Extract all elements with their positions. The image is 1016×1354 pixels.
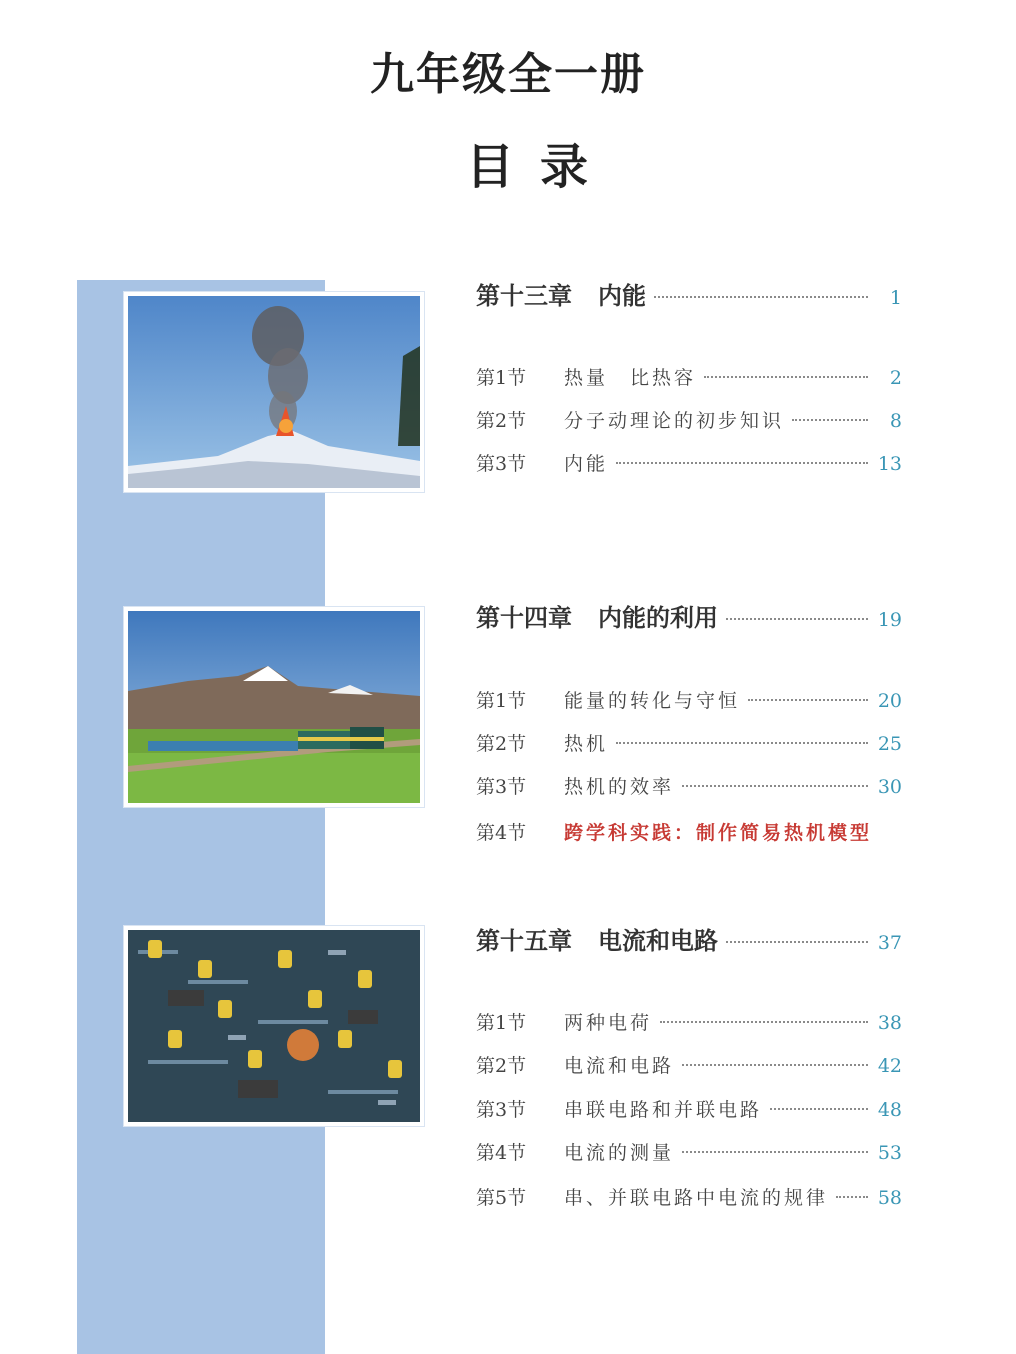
section-15-2[interactable] [476,1051,902,1081]
page-number: 2 [889,367,902,389]
dotted-leader [616,742,868,744]
train-mountain-photo [124,607,424,807]
section-number: 第2节 [476,733,527,755]
chapter-number: 第十四章 [476,603,572,632]
dotted-leader [616,462,868,464]
section-title: 两种电荷 [564,1012,653,1034]
section-15-1[interactable] [476,1008,902,1038]
section-title: 分子动理论的初步知识 [564,410,785,432]
book-title: 九年级全一册 [370,49,646,100]
section-14-2[interactable] [476,729,902,759]
page-number: 20 [877,690,902,712]
dotted-leader [748,699,868,701]
page-number: 53 [877,1142,902,1164]
dotted-leader [836,1196,868,1198]
dotted-leader [726,941,868,943]
page-number: 48 [877,1099,902,1121]
section-number: 第1节 [476,1012,527,1034]
section-number: 第5节 [476,1187,527,1209]
section-number: 第1节 [476,367,527,389]
section-number: 第3节 [476,776,527,798]
dotted-leader [704,376,868,378]
dotted-leader [654,296,868,298]
section-number: 第4节 [476,822,527,844]
section-13-2[interactable] [476,406,902,436]
section-number: 第2节 [476,1055,527,1077]
section-15-5[interactable] [476,1183,902,1213]
page-number: 58 [877,1187,902,1209]
chapter-number: 第十五章 [476,926,572,955]
section-15-4[interactable] [476,1138,902,1168]
dotted-leader [792,419,868,421]
section-14-4[interactable] [476,818,902,848]
toc-title: 目录 [465,139,614,195]
chapter-name: 内能的利用 [598,603,718,632]
chapter-13-heading[interactable] [476,276,902,308]
page-number: 25 [877,733,902,755]
section-title-highlight: 跨学科实践：制作简易热机模型 [564,822,873,844]
chapter-15-heading[interactable] [476,921,902,953]
page-number: 13 [877,453,902,475]
volcano-photo [124,292,424,492]
section-number: 第3节 [476,453,527,475]
section-number: 第3节 [476,1099,527,1121]
chapter-name: 内能 [598,281,646,310]
section-title: 内能 [564,453,609,475]
section-number: 第4节 [476,1142,527,1164]
page-number: 37 [877,932,902,954]
page-number: 38 [877,1012,902,1034]
section-13-3[interactable] [476,449,902,479]
dotted-leader [682,1151,868,1153]
dotted-leader [682,1064,868,1066]
section-title: 串、并联电路中电流的规律 [564,1187,829,1209]
chapter-number: 第十三章 [476,281,572,310]
dotted-leader [770,1108,868,1110]
page-number: 42 [877,1055,902,1077]
section-14-3[interactable] [476,772,902,802]
section-title: 能量的转化与守恒 [564,690,741,712]
section-number: 第2节 [476,410,527,432]
section-14-1[interactable] [476,686,902,716]
page-number: 19 [877,609,902,631]
dotted-leader [726,618,868,620]
section-title: 热机 [564,733,609,755]
section-title: 电流的测量 [564,1142,675,1164]
circuit-board-photo [124,926,424,1126]
section-13-1[interactable] [476,363,902,393]
section-number: 第1节 [476,690,527,712]
chapter-name: 电流和电路 [598,926,718,955]
section-title: 热量 比热容 [564,367,697,389]
dotted-leader [682,785,868,787]
section-title: 串联电路和并联电路 [564,1099,763,1121]
page-number: 30 [877,776,902,798]
section-title: 电流和电路 [564,1055,675,1077]
page-number: 1 [889,287,902,309]
dotted-leader [660,1021,868,1023]
section-15-3[interactable] [476,1095,902,1125]
chapter-14-heading[interactable] [476,598,902,630]
section-title: 热机的效率 [564,776,675,798]
page-number: 8 [889,410,902,432]
